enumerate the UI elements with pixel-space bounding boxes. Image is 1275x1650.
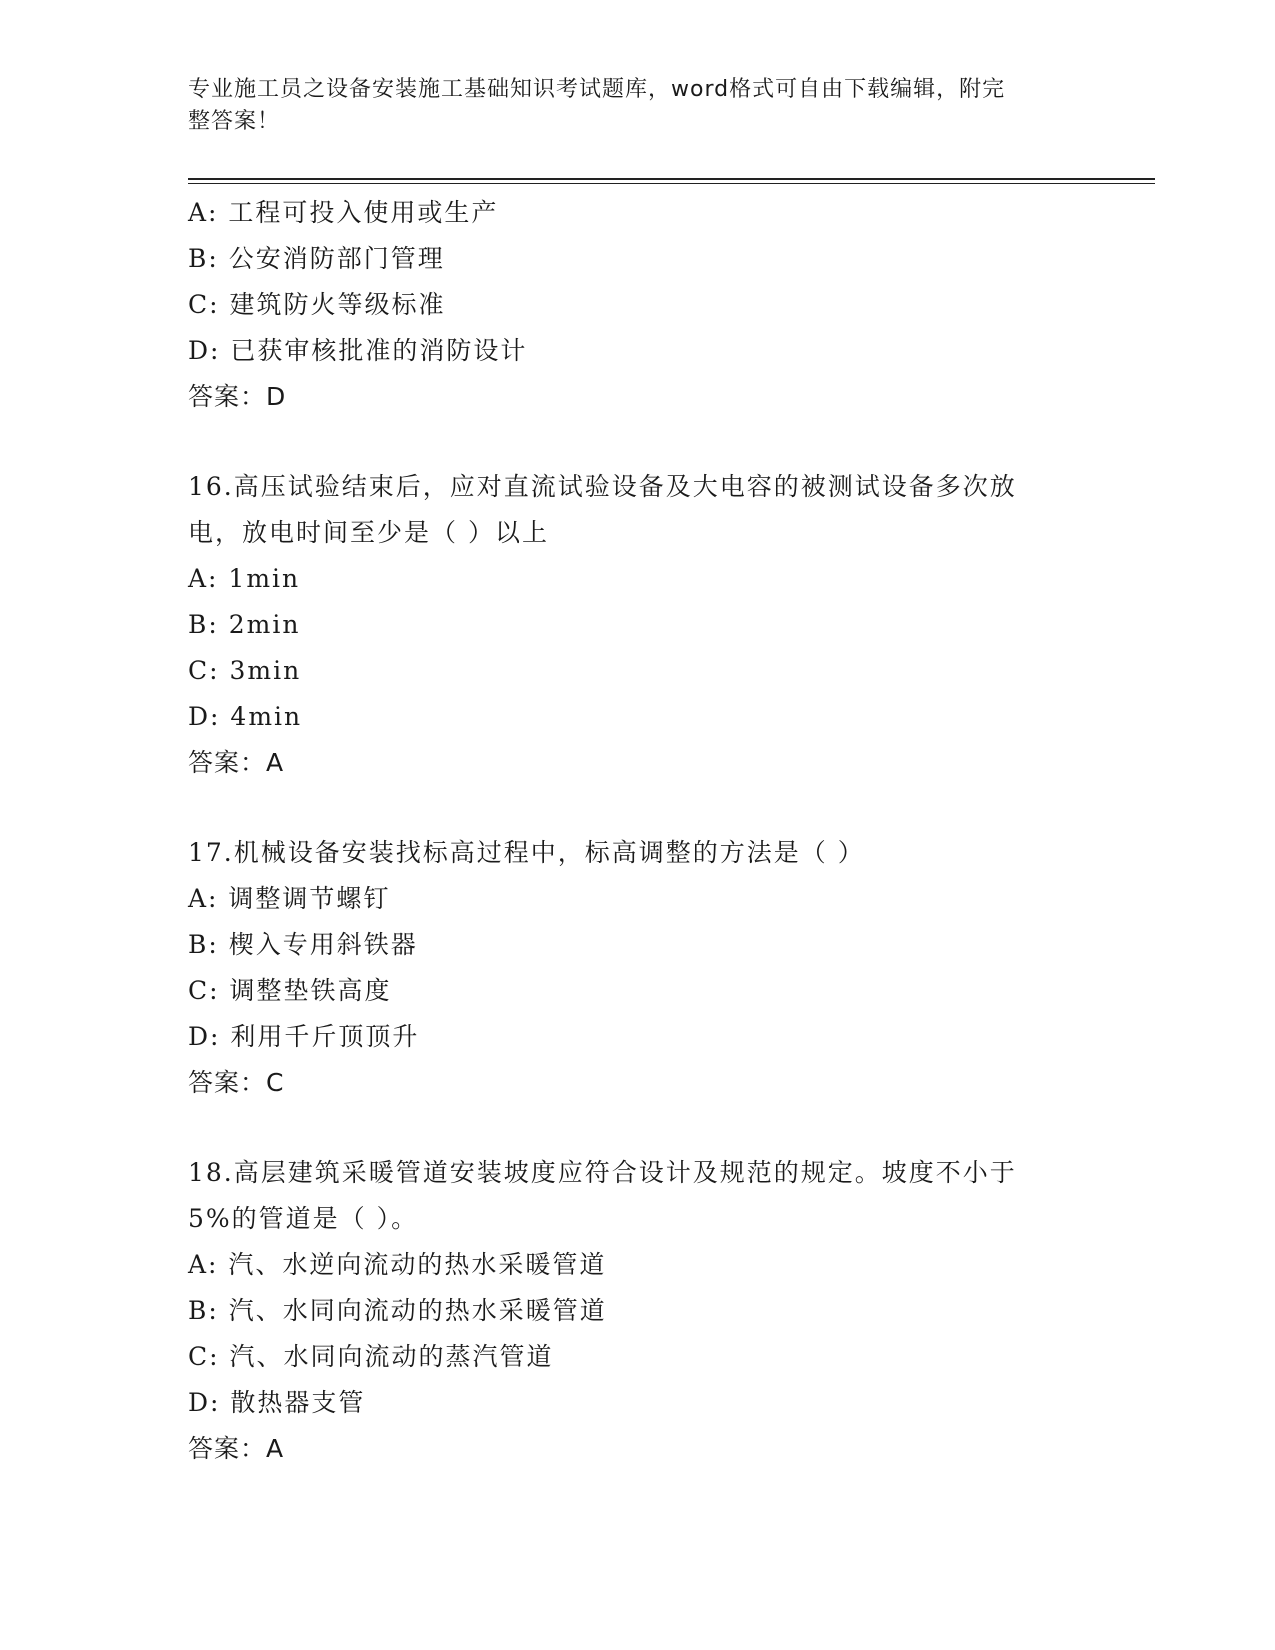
option-b: B: 2min: [188, 610, 301, 639]
header-divider-thick: [188, 178, 1155, 180]
option-c: C: 3min: [188, 656, 302, 685]
question-stem-line-2: 电，放电时间至少是（ ）以上: [188, 518, 549, 547]
question-stem-line-1: 18.高层建筑采暖管道安装坡度应符合设计及规范的规定。坡度不小于: [188, 1158, 1017, 1187]
spacer: [188, 786, 1088, 830]
option-d: D: 已获审核批准的消防设计: [188, 336, 528, 365]
question-stem-line-1: 16.高压试验结束后，应对直流试验设备及大电容的被测试设备多次放: [188, 472, 1017, 501]
option-d: D: 利用千斤顶顶升: [188, 1022, 420, 1051]
question-18: [188, 1150, 1088, 1472]
option-b: B: 汽、水同向流动的热水采暖管道: [188, 1296, 607, 1325]
option-a: A: 1min: [188, 564, 301, 593]
header-divider-thin: [188, 183, 1155, 184]
question-list: [188, 190, 1088, 1472]
question-16: [188, 464, 1088, 786]
header-line-2: 整答案！: [188, 109, 281, 134]
answer-line: 答案：A: [188, 748, 285, 777]
option-c: C: 调整垫铁高度: [188, 976, 392, 1005]
option-c: C: 建筑防火等级标准: [188, 290, 446, 319]
option-b: B: 楔入专用斜铁器: [188, 930, 418, 959]
question-17: [188, 830, 1088, 1106]
answer-line: 答案：C: [188, 1068, 285, 1097]
header-line-1: 专业施工员之设备安装施工基础知识考试题库，word格式可自由下载编辑，附完: [188, 77, 1006, 102]
option-a: A: 汽、水逆向流动的热水采暖管道: [188, 1250, 607, 1279]
option-d: D: 散热器支管: [188, 1388, 366, 1417]
spacer: [188, 420, 1088, 464]
answer-line: 答案：D: [188, 382, 287, 411]
answer-line: 答案：A: [188, 1434, 285, 1463]
option-b: B: 公安消防部门管理: [188, 244, 445, 273]
question-stem-line-1: 17.机械设备安装找标高过程中，标高调整的方法是（ ）: [188, 838, 865, 867]
question-15-continued: [188, 190, 1088, 420]
option-a: A: 工程可投入使用或生产: [188, 198, 499, 227]
option-a: A: 调整调节螺钉: [188, 884, 391, 913]
question-stem-line-2: 5%的管道是（ ）。: [188, 1204, 419, 1233]
option-d: D: 4min: [188, 702, 303, 731]
document-header: [188, 74, 1088, 138]
spacer: [188, 1106, 1088, 1150]
option-c: C: 汽、水同向流动的蒸汽管道: [188, 1342, 554, 1371]
